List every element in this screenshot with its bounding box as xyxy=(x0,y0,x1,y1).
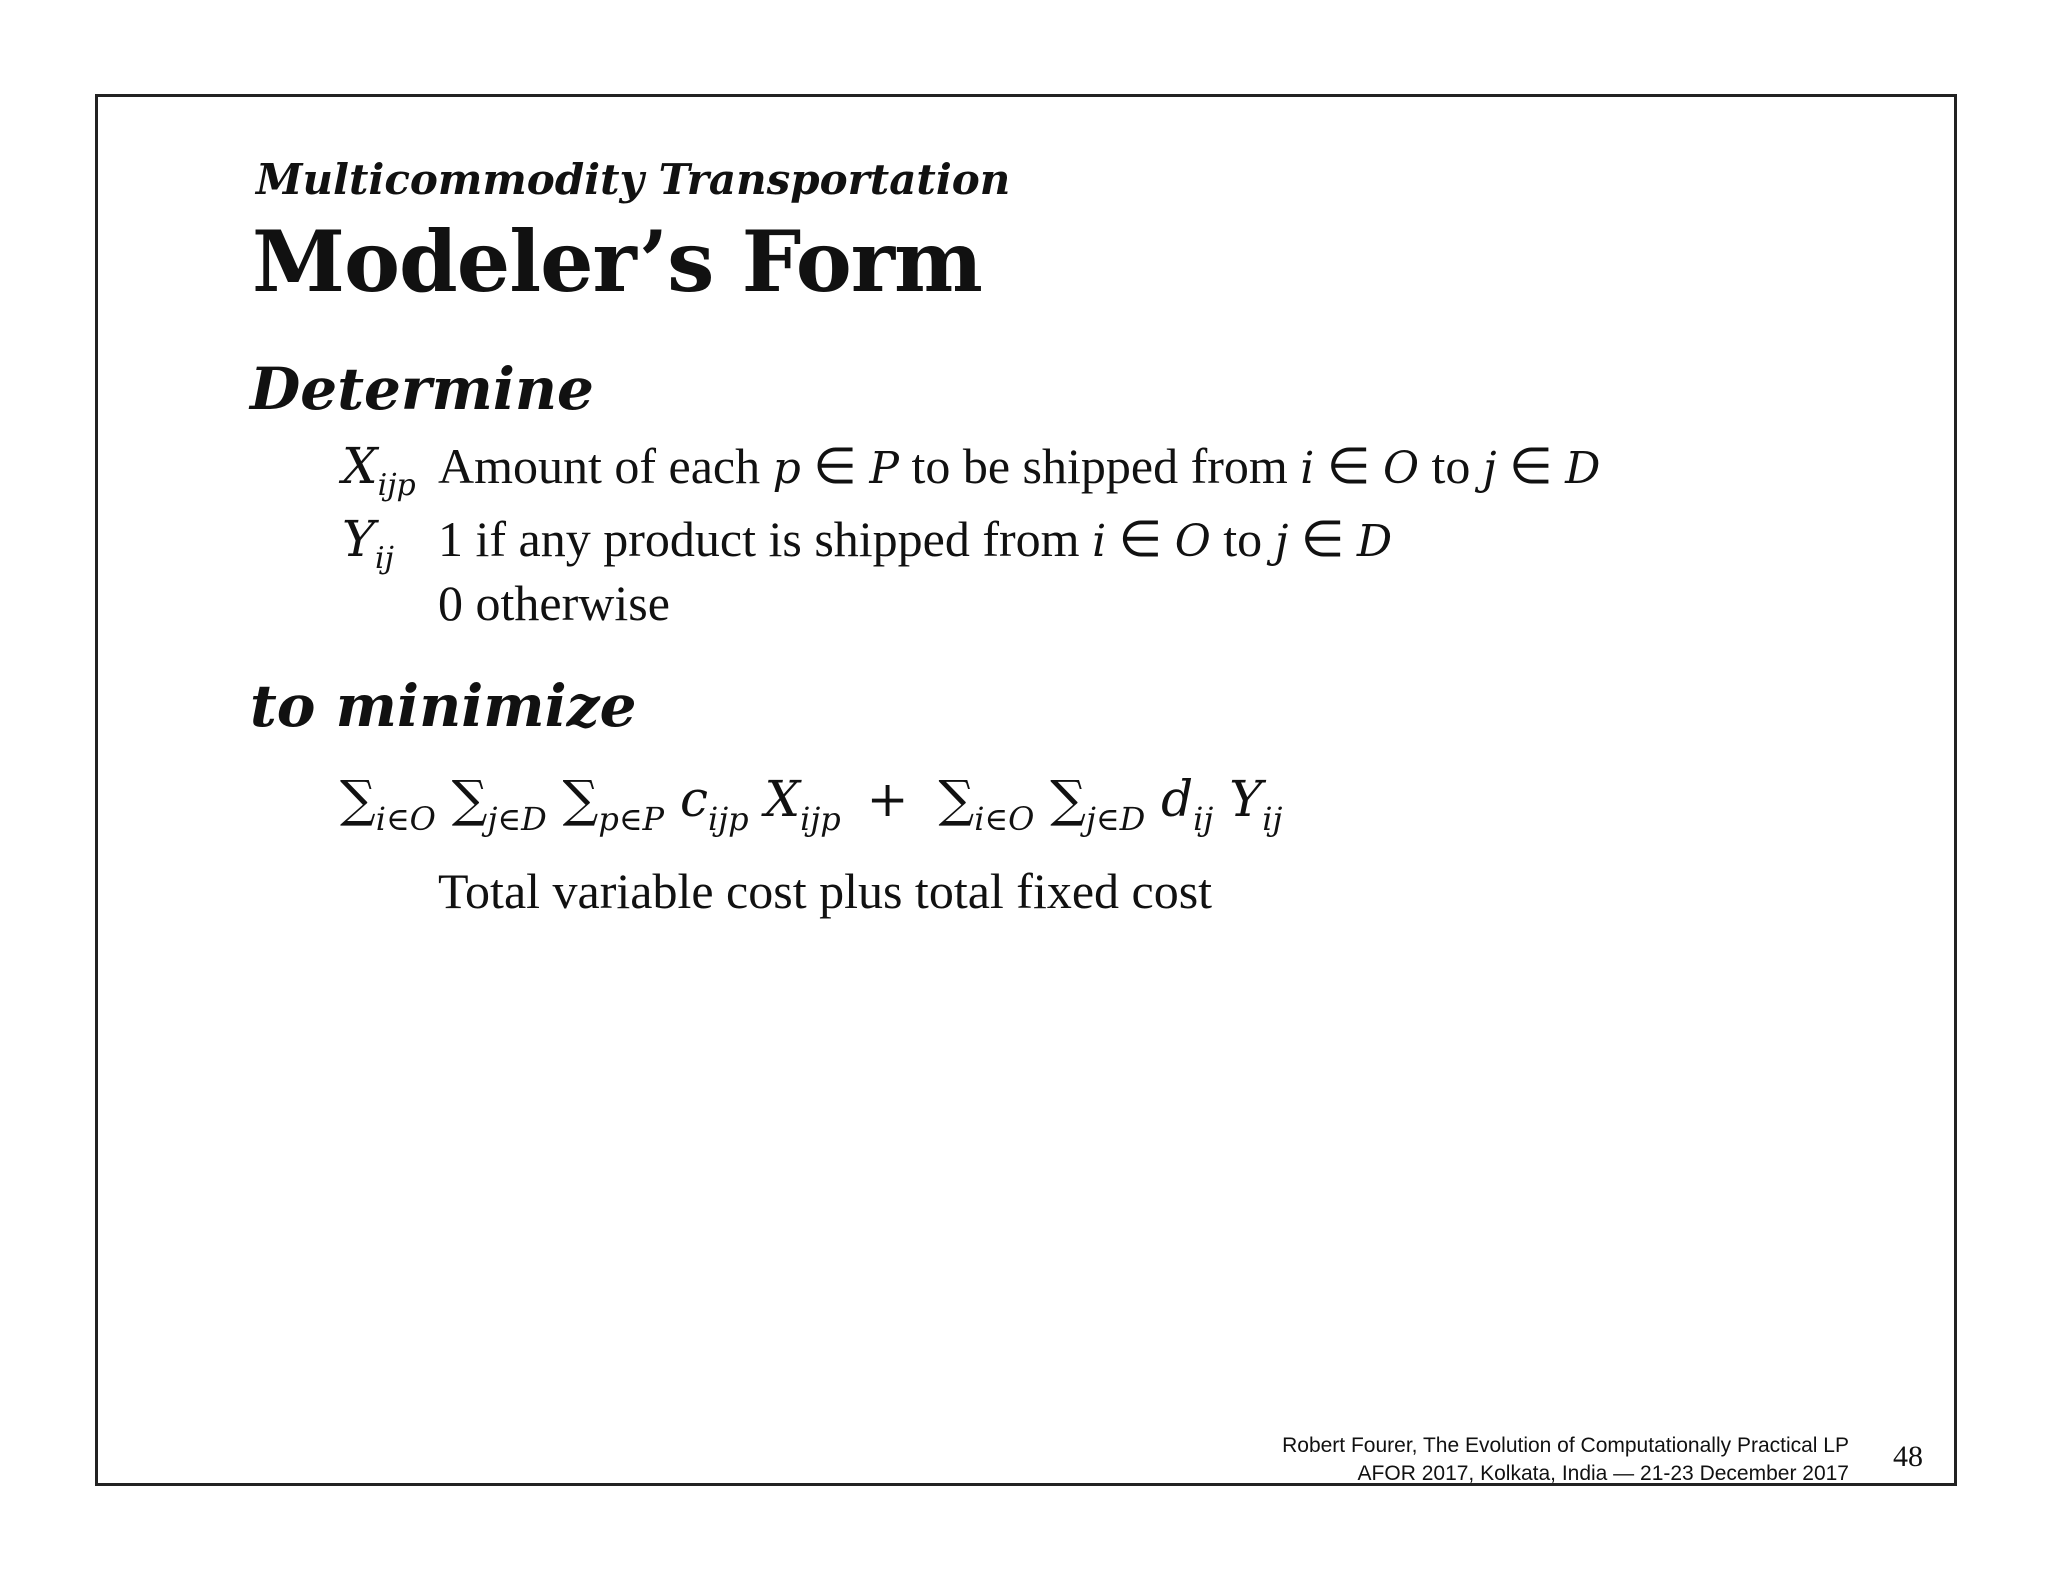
page-number: 48 xyxy=(1893,1440,1923,1473)
minimize-heading: to minimize xyxy=(250,672,637,740)
objective-note: Total variable cost plus total fixed cost xyxy=(438,863,1213,919)
slide-title: Modeler’s Form xyxy=(252,212,982,311)
x-variable: $X_{ijp}$ xyxy=(342,437,416,503)
footer-line-1: Robert Fourer, The Evolution of Computationally Practical LP xyxy=(1282,1434,1849,1457)
y-variable: $Y_{ij}$ xyxy=(342,510,394,576)
y-variable-description: 1 if any product is shipped from i ∈ O to j ∈ D xyxy=(438,511,1393,567)
slide-subtitle: Multicommodity Transportation xyxy=(256,155,1011,204)
y-variable-otherwise: 0 otherwise xyxy=(438,575,670,631)
objective-formula: $\sum_{i\in O}$ $\sum_{j\in D}$ $\sum_{p\in P}$ $c_{ijp}$ $X_{ijp} + \sum_{i\in O}$ $\sum_{j\in D}$ $d_{ij}$ $Y_{ij}$ xyxy=(340,770,1283,838)
footer-line-2: AFOR 2017, Kolkata, India — 21-23 December 2017 xyxy=(1357,1462,1849,1485)
determine-heading: Determine xyxy=(250,355,594,423)
x-variable-description: Amount of each p ∈ P to be shipped from i ∈ O to j ∈ D xyxy=(438,438,1601,494)
slide-footer xyxy=(1282,1432,1849,1488)
